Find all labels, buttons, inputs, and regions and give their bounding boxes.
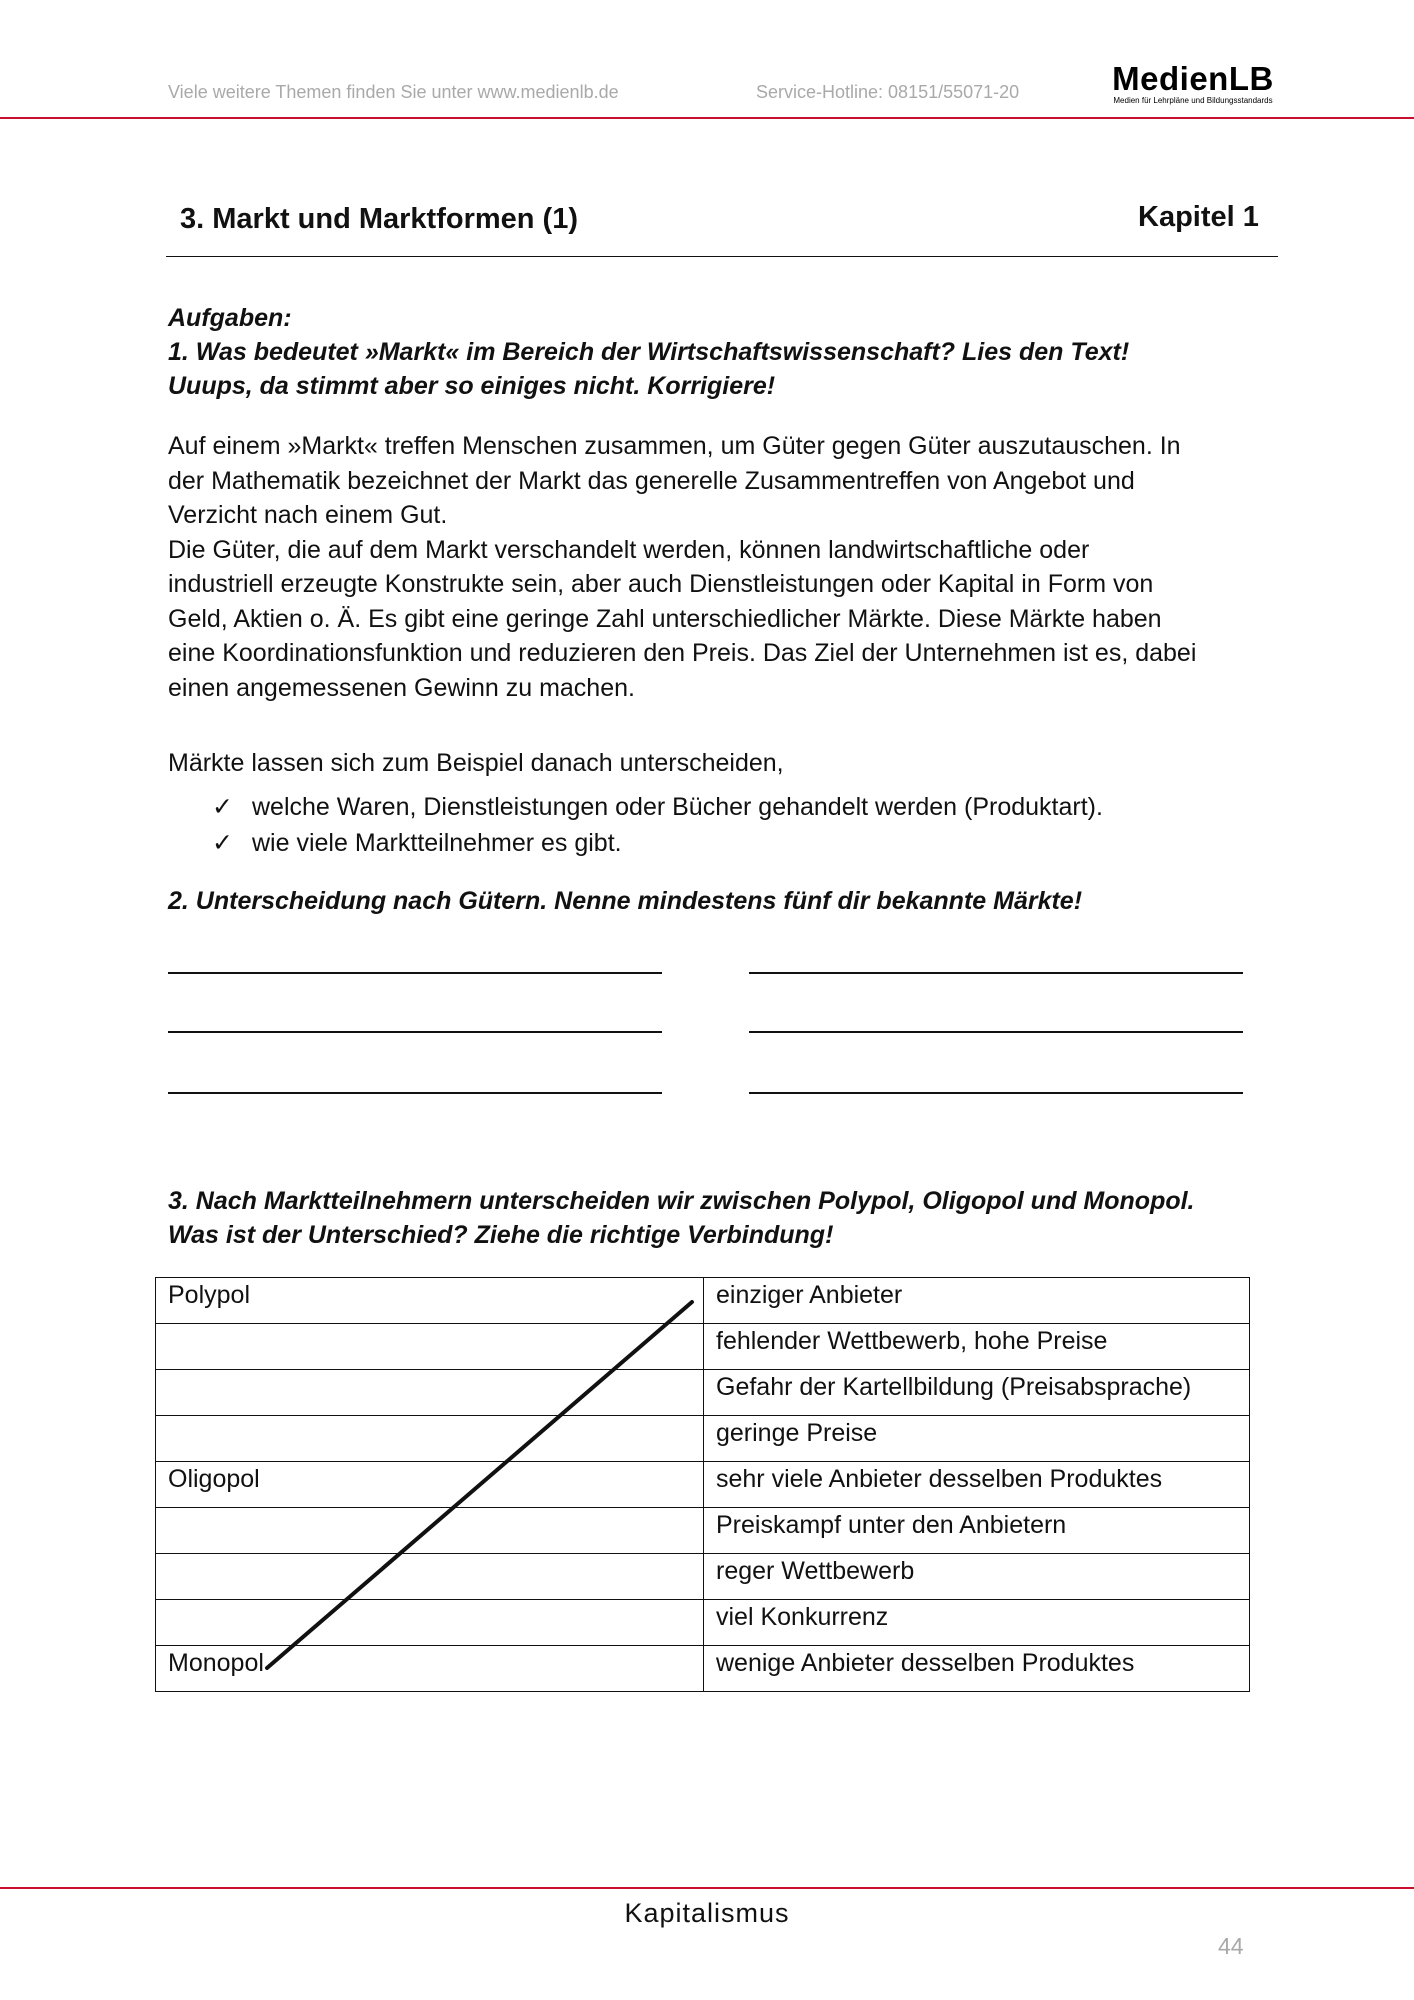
page-title: 3. Markt und Marktformen (1)	[180, 203, 578, 235]
market-form-cell[interactable]	[156, 1600, 704, 1646]
logo-wordmark: MedienLB	[1112, 60, 1274, 97]
market-form-cell[interactable]	[156, 1508, 704, 1554]
table-row	[156, 1416, 1250, 1462]
market-form-cell[interactable]	[156, 1370, 704, 1416]
checklist-item-text: wie viele Marktteilnehmer es gibt.	[252, 829, 622, 857]
text-line: der Mathematik bezeichnet der Markt das generelle Zusammentreffen von Angebot und	[168, 466, 1135, 495]
characteristic-cell[interactable]: wenige Anbieter desselben Produktes	[704, 1646, 1250, 1692]
answer-line[interactable]	[749, 1031, 1243, 1033]
checkmark-icon: ✓	[212, 829, 233, 857]
characteristic-cell[interactable]: Gefahr der Kartellbildung (Preisabsprache)	[704, 1370, 1250, 1416]
characteristic-cell[interactable]: reger Wettbewerb	[704, 1554, 1250, 1600]
table-row	[156, 1462, 1250, 1508]
table-row	[156, 1278, 1250, 1324]
header-website-note: Viele weitere Themen finden Sie unter www.medienlb.de	[168, 82, 619, 102]
question-2: 2. Unterscheidung nach Gütern. Nenne mindestens fünf dir bekannte Märkte!	[168, 887, 1083, 915]
table-row	[156, 1646, 1250, 1692]
market-form-cell[interactable]: Polypol	[156, 1278, 704, 1324]
text-line: eine Koordinationsfunktion und reduzieren den Preis. Das Ziel der Unternehmen ist es, dabei	[168, 639, 1197, 667]
text-line: Geld, Aktien o. Ä. Es gibt eine geringe Zahl unterschiedlicher Märkte. Diese Märkte haben	[168, 604, 1162, 633]
characteristic-cell[interactable]: Preiskampf unter den Anbietern	[704, 1508, 1250, 1554]
characteristic-cell[interactable]: sehr viele Anbieter desselben Produktes	[704, 1462, 1250, 1508]
footer-topic: Kapitalismus	[624, 1898, 790, 1928]
page-number: 44	[1218, 1933, 1244, 1959]
title-divider	[166, 256, 1278, 257]
table-row	[156, 1554, 1250, 1600]
market-form-cell[interactable]	[156, 1324, 704, 1370]
characteristic-cell[interactable]: fehlender Wettbewerb, hohe Preise	[704, 1324, 1250, 1370]
checklist-item	[212, 790, 1103, 824]
checklist-item-text: welche Waren, Dienstleistungen oder Bücher gehandelt werden (Produktart).	[252, 793, 1103, 821]
answer-line[interactable]	[168, 1092, 662, 1094]
matching-table	[155, 1277, 1250, 1692]
chapter-label: Kapitel 1	[1138, 201, 1259, 233]
characteristic-cell[interactable]: geringe Preise	[704, 1416, 1250, 1462]
logo-tagline: Medien für Lehrpläne und Bildungsstandards	[1113, 96, 1273, 105]
footer-divider	[0, 1887, 1414, 1889]
question-1-line-1: 1. Was bedeutet »Markt« im Bereich der Wirtschaftswissenschaft? Lies den Text!	[168, 338, 1130, 366]
characteristic-cell[interactable]: einziger Anbieter	[704, 1278, 1250, 1324]
market-distinction-intro: Märkte lassen sich zum Beispiel danach unterscheiden,	[168, 749, 784, 777]
checklist-item	[212, 826, 622, 860]
answer-line[interactable]	[168, 1031, 662, 1033]
question-1-line-2: Uuups, da stimmt aber so einiges nicht. Korrigiere!	[168, 372, 776, 400]
answer-line[interactable]	[168, 972, 662, 974]
characteristic-cell[interactable]: viel Konkurrenz	[704, 1600, 1250, 1646]
text-line: einen angemessenen Gewinn zu machen.	[168, 673, 635, 702]
task-heading: Aufgaben:	[168, 304, 292, 332]
text-to-correct	[168, 429, 1258, 705]
market-form-cell[interactable]: Oligopol	[156, 1462, 704, 1508]
question-3-line-1: 3. Nach Marktteilnehmern unterscheiden wir zwischen Polypol, Oligopol und Monopol.	[168, 1187, 1195, 1215]
table-row	[156, 1600, 1250, 1646]
table-row	[156, 1370, 1250, 1416]
market-form-cell[interactable]: Monopol	[156, 1646, 704, 1692]
table-row	[156, 1324, 1250, 1370]
text-line: industriell erzeugte Konstrukte sein, aber auch Dienstleistungen oder Kapital in Form von	[168, 570, 1154, 598]
text-line: Auf einem »Markt« treffen Menschen zusammen, um Güter gegen Güter auszutauschen. In	[168, 432, 1181, 460]
medienlb-logo	[1098, 62, 1288, 105]
header-hotline: Service-Hotline: 08151/55071-20	[756, 82, 1020, 102]
text-line: Die Güter, die auf dem Markt verschandelt werden, können landwirtschaftliche oder	[168, 535, 1090, 564]
table-row	[156, 1508, 1250, 1554]
question-3-line-2: Was ist der Unterschied? Ziehe die richtige Verbindung!	[168, 1221, 834, 1249]
text-line: Verzicht nach einem Gut.	[168, 501, 448, 529]
checkmark-icon: ✓	[212, 793, 233, 821]
answer-line[interactable]	[749, 1092, 1243, 1094]
header-divider	[0, 117, 1414, 119]
market-form-cell[interactable]	[156, 1554, 704, 1600]
market-form-cell[interactable]	[156, 1416, 704, 1462]
answer-line[interactable]	[749, 972, 1243, 974]
